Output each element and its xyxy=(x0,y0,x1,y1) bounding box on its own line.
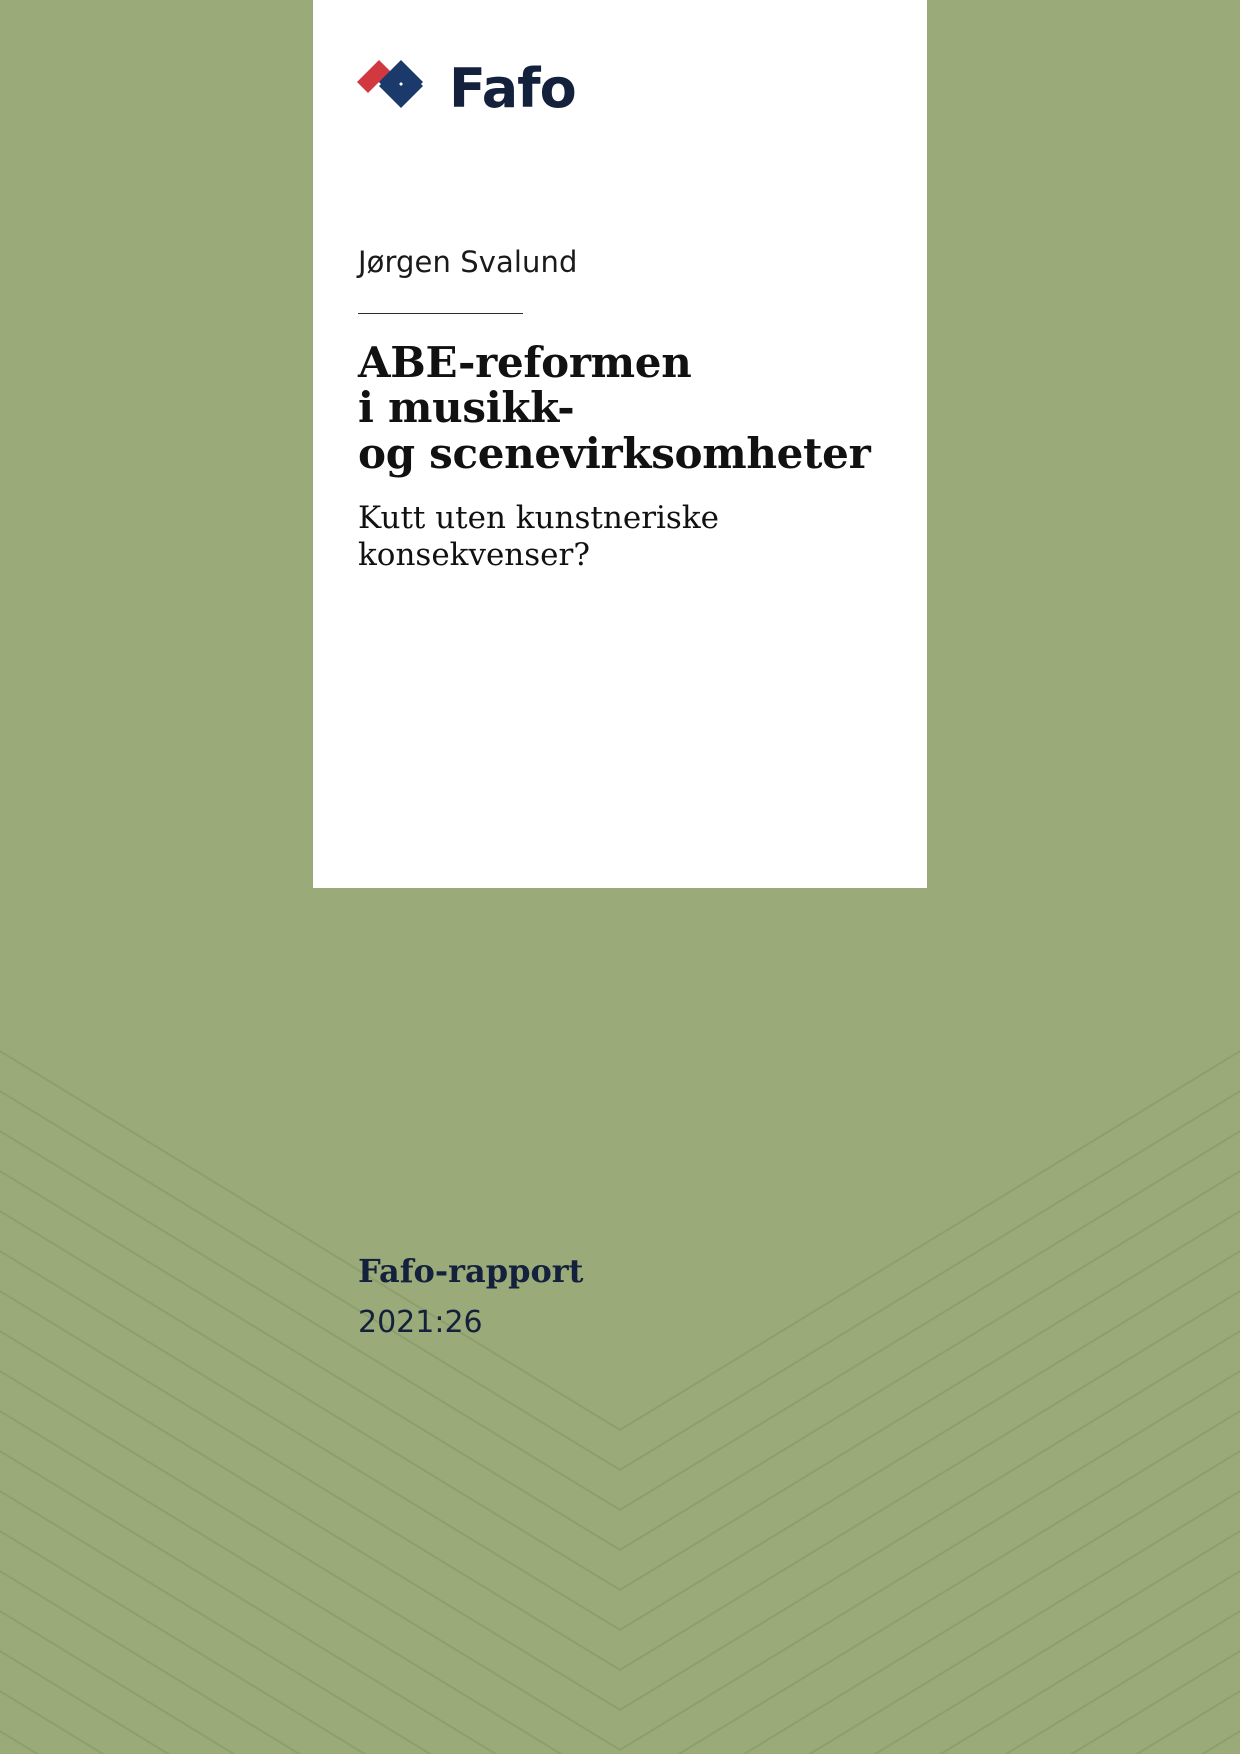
page-subtitle xyxy=(358,500,758,573)
title-line: og scenevirksomheter xyxy=(358,428,871,478)
page-title xyxy=(358,340,878,476)
subtitle-line: konsekvenser? xyxy=(358,536,590,573)
report-series-label: Fafo-rapport xyxy=(358,1252,584,1290)
report-number: 2021:26 xyxy=(358,1305,483,1340)
cover-panel xyxy=(313,0,927,888)
author-name: Jørgen Svalund xyxy=(358,245,578,279)
title-line: i musikk- xyxy=(358,383,575,433)
subtitle-line: Kutt uten kunstneriske xyxy=(358,500,719,536)
fafo-logo-mark xyxy=(357,60,443,122)
fafo-wordmark: Fafo xyxy=(449,57,576,120)
fafo-logo xyxy=(357,57,576,122)
divider-rule xyxy=(358,313,523,314)
title-line: ABE-reformen xyxy=(358,338,692,387)
